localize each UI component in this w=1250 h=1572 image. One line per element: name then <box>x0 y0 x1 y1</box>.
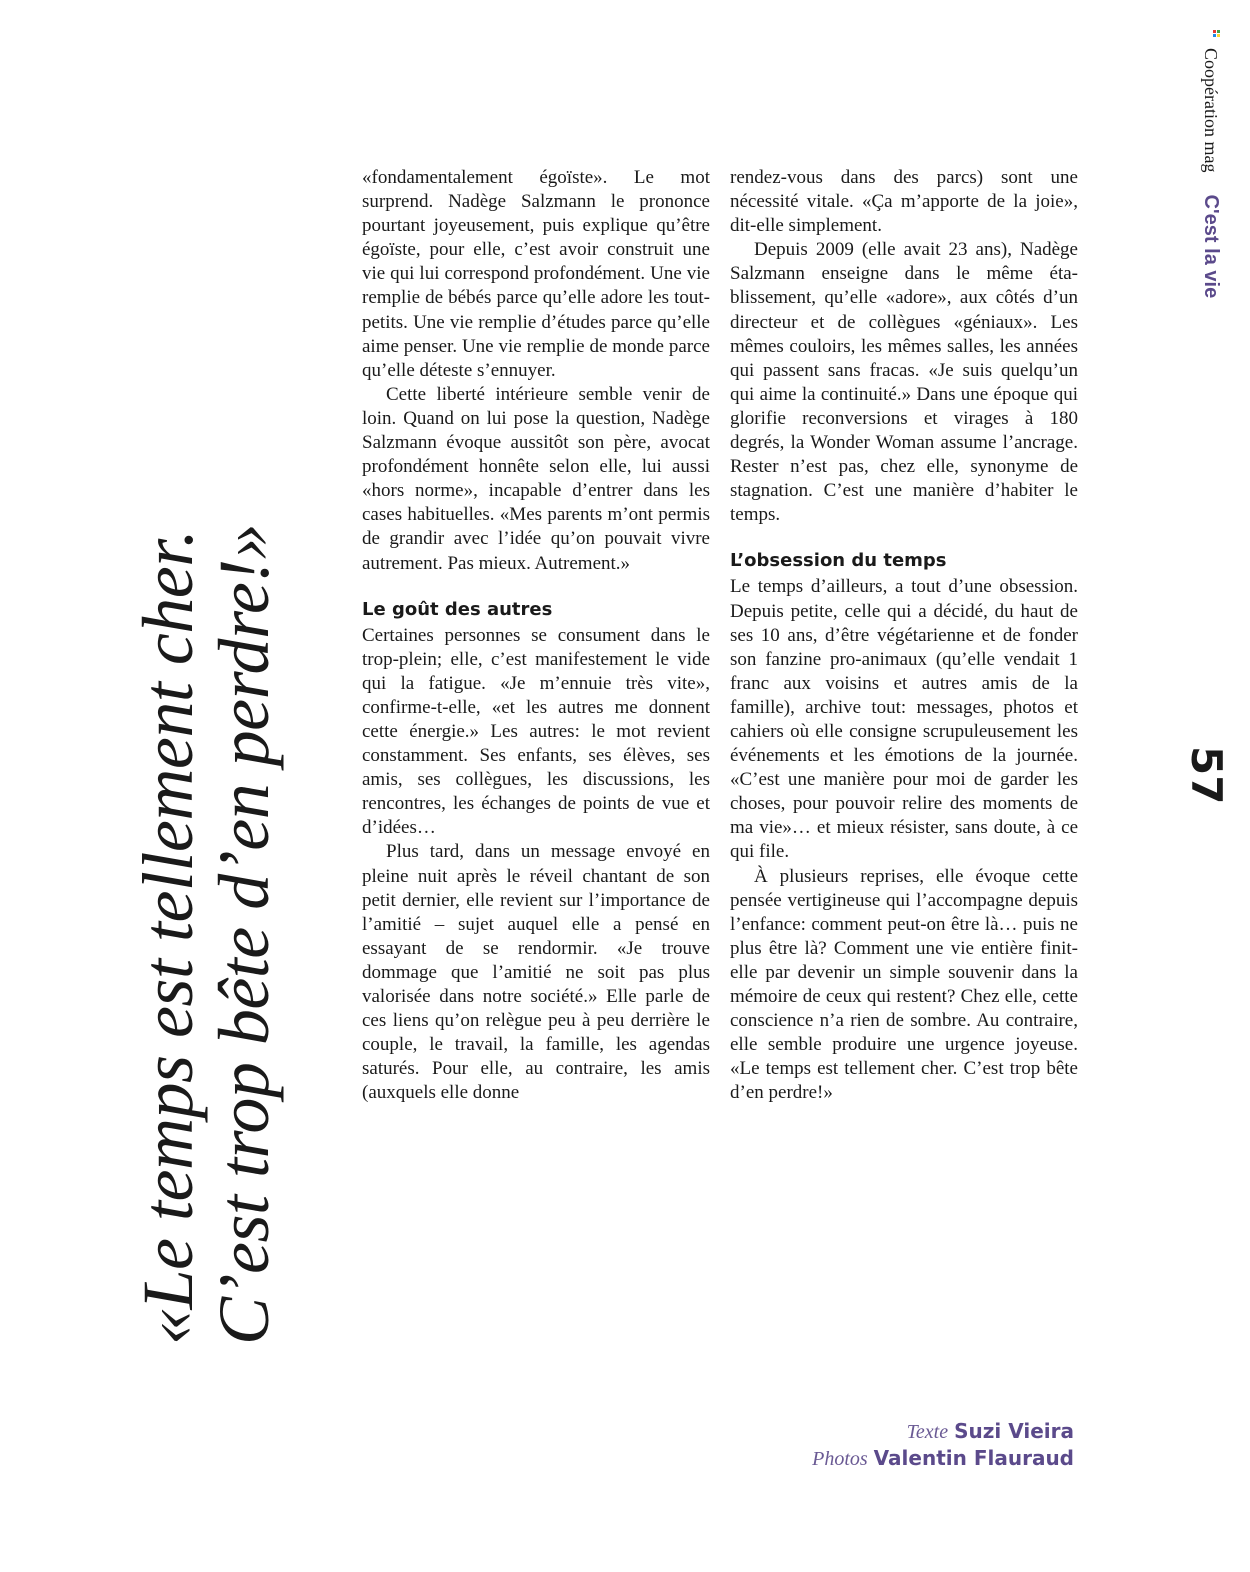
credits <box>812 1418 1074 1472</box>
paragraph: Le temps d’ailleurs, a tout d’une obsession. Depuis petite, celle qui a décidé, du haut de ses 10 ans, d’être végétarienne et de fonder son fanzine pro-animaux (qu’elle vendait 1 franc aux voisins et autres amis de la famille), archive tout: messages, photos et cahiers où elle consigne scrupuleusement les événements et les émotions de la journée. «C’est une manière pour moi de garder les choses, pour pouvoir relire des moments de ma vie»… et mieux résister, sans doute, à ce qui file. <box>730 576 1078 863</box>
pull-quote <box>130 445 282 1345</box>
pull-quote-line-2: C’est trop bête d’en perdre!» <box>204 523 284 1345</box>
paragraph: rendez-vous dans des parcs) sont une nécessité vitale. «Ça m’apporte de la joie», dit-elle simplement. <box>730 167 1078 237</box>
photo-credit <box>812 1445 1074 1472</box>
color-marks <box>1213 30 1221 38</box>
paragraph: Depuis 2009 (elle avait 23 ans), Nadège Salzmann enseigne dans le même établissement, qu’elle «adore», aux côtés d’un directeur et de collègues «géniaux». Les mêmes couloirs, les mêmes salles, les années qui passent sans fracas. «Je suis quelqu’un qui aime la continuité.» Dans une époque qui glorifie reconversions et virages à 180 degrés, la Wonder Woman assume l’ancrage. Rester n’est pas, chez elle, synonyme de stagnation. C’est une manière d’habiter le temps. <box>730 239 1078 526</box>
running-header <box>1199 48 1222 298</box>
red-mark <box>1213 30 1216 33</box>
photo-credit-label: Photos <box>812 1448 868 1470</box>
photo-credit-author: Valentin Flauraud <box>873 1446 1074 1470</box>
paragraph: Plus tard, dans un message envoyé en pleine nuit après le réveil chantant de son petit dernier, elle revient sur l’importance de l’amitié – sujet auquel elle a pensé en essayant de se rendormir. «Je trouve dommage que l’amitié ne soit pas plus valorisée dans notre société.» Elle parle de ces liens qu’on relègue peu à peu derrière le couple, le travail, la famille, les agendas saturés. Pour elle, au contraire, les amis (auxquels elle donne <box>362 841 710 1104</box>
text-credit <box>812 1418 1074 1445</box>
section-name: C'est la vie <box>1200 194 1222 299</box>
paragraph: Certaines personnes se consument dans le trop-plein; elle, c’est manifestement le vide qui la fatigue. «Je m’ennuie très vite», confirme-t-elle, «et les autres me donnent cette énergie.» Les autres: le mot revient constamment. Ses enfants, ses élèves, ses amis, ses collègues, les discussions, les rencontres, les échanges de points de vue et d’idées… <box>362 624 710 839</box>
subheading: L’obsession du temps <box>730 550 947 572</box>
subheading: Le goût des autres <box>362 598 553 620</box>
pull-quote-line-1: «Le temps est tellement cher. <box>128 529 208 1345</box>
green-mark <box>1217 30 1220 33</box>
paragraph: À plusieurs reprises, elle évoque cette pensée vertigineuse qui l’accompagne depuis l’enfance: comment peut-on être là… puis ne plus être là? Comment une vie entière finit-elle par devenir un simple souvenir dans la mémoire de ceux qui restent? Chez elle, cette conscience n’a rien de sombre. Au contraire, elle semble produire une urgence joyeuse. «Le temps est tellement cher. C’est trop bête d’en perdre!» <box>730 865 1078 1104</box>
blue-mark <box>1213 34 1216 37</box>
text-credit-author: Suzi Vieira <box>954 1419 1074 1443</box>
yellow-mark <box>1217 34 1220 37</box>
paragraph: Cette liberté intérieure semble venir de loin. Quand on lui pose la question, Nadège Salzmann évoque aussitôt son père, avocat profondément honnête selon elle, lui aussi «hors norme», incapable d’entrer dans les cases habituelles. «Mes parents m’ont permis de grandir avec l’idée qu’on pouvait vivre autrement. Pas mieux. Autrement.» <box>362 383 710 574</box>
article-column-right <box>730 166 1078 1105</box>
magazine-name: Coopération mag <box>1201 48 1221 173</box>
page-number: 57 <box>1182 746 1231 805</box>
article-column-left <box>362 166 710 1105</box>
text-credit-label: Texte <box>906 1421 949 1443</box>
paragraph: «fondamentalement égoïste». Le mot surprend. Nadège Salzmann le prononce pourtant joyeusement, puis explique qu’être égoïste, pour elle, c’est avoir construit une vie qui lui correspond profondément. Une vie remplie de bébés parce qu’elle adore les tout-petits. Une vie remplie d’études parce qu’elle aime penser. Une vie remplie de monde parce qu’elle déteste s’ennuyer. <box>362 167 710 381</box>
